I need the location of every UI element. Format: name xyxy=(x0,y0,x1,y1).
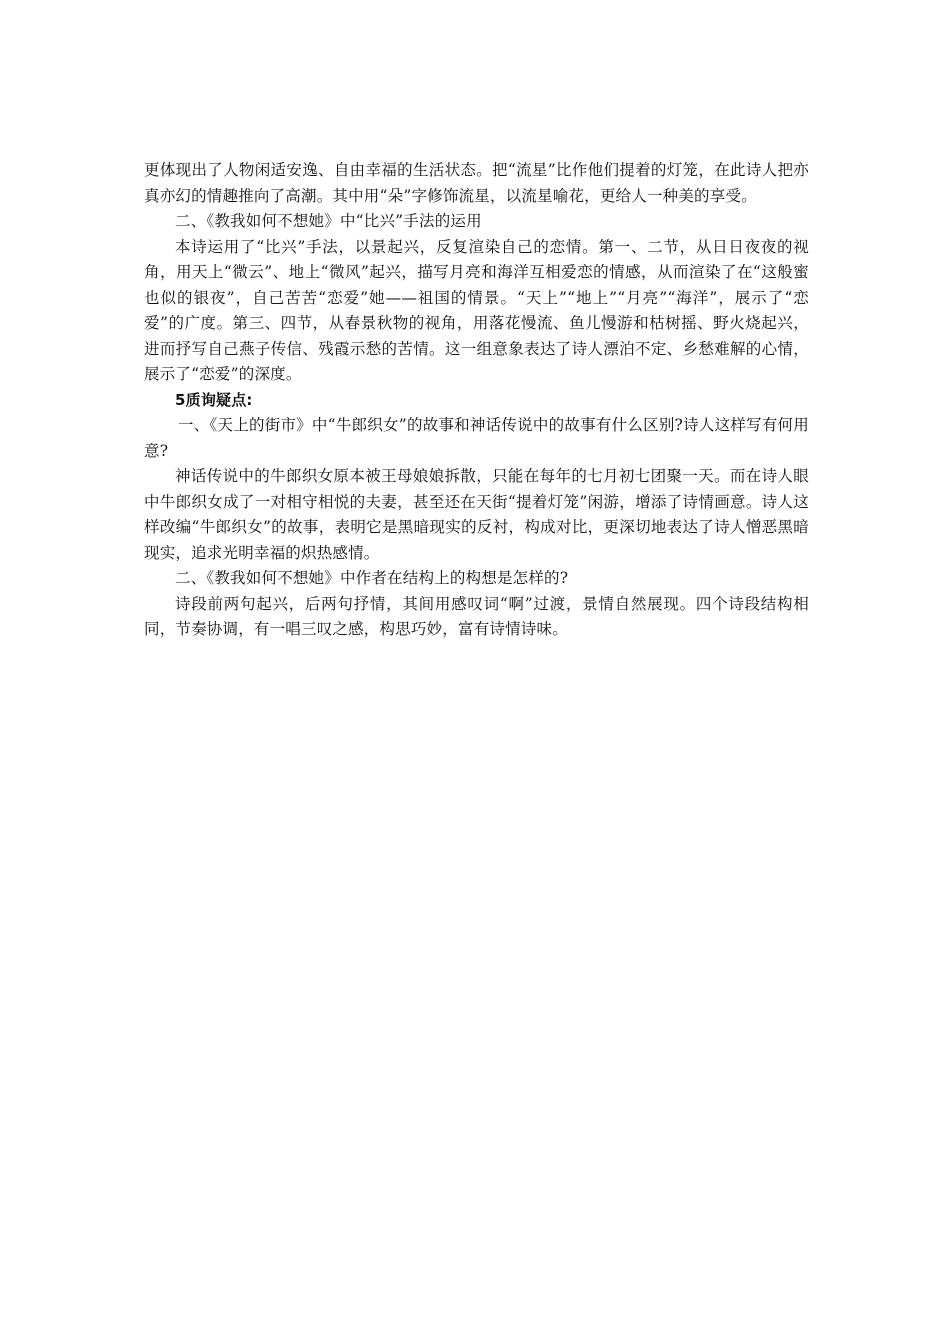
document-body xyxy=(144,158,809,643)
section-heading-bixing: 二、《教我如何不想她》中“比兴”手法的运用 xyxy=(175,212,482,230)
question-2: 二、《教我如何不想她》中作者在结构上的构想是怎样的? xyxy=(175,569,569,587)
question-1: 一、《天上的街市》中“牛郎织女”的故事和神话传说中的故事有什么区别?诗人这样写有何用意? xyxy=(144,416,809,460)
answer-2: 诗段前两句起兴，后两句抒情，其间用感叹词“啊”过渡，景情自然展现。四个诗段结构相同，节奏协调，有一唱三叹之感，构思巧妙，富有诗情诗味。 xyxy=(144,594,809,638)
answer-1: 神话传说中的牛郎织女原本被王母娘娘拆散，只能在每年的七月初七团聚一天。而在诗人眼中牛郎织女成了一对相守相悦的夫妻，甚至还在天街“提着灯笼”闲游，增添了诗情画意。诗人这样改编“牛郎织女”的故事，表明它是黑暗现实的反衬，构成对比，更深切地表达了诗人憎恶黑暗现实，追求光明幸福的炽热感情。 xyxy=(144,467,809,562)
section-heading-questions: 5质询疑点: xyxy=(175,390,253,409)
paragraph-bixing-analysis: 本诗运用了“比兴”手法，以景起兴，反复渲染自己的恋情。第一、二节，从日日夜夜的视角，用天上“微云”、地上“微风”起兴，描写月亮和海洋互相爱恋的情感，从而渲染了在“这般蜜也似的银夜”，自己苦苦“恋爱”她——祖国的情景。“天上”“地上”“月亮”“海洋”，展示了“恋爱”的广度。第三、四节，从春景秋物的视角，用落花慢流、鱼儿慢游和枯树摇、野火烧起兴，进而抒写自己燕子传信、残霞示愁的苦情。这一组意象表达了诗人漂泊不定、乡愁难解的心情，展示了“恋爱”的深度。 xyxy=(144,237,809,383)
paragraph-analysis-continued: 更体现出了人物闲适安逸、自由幸福的生活状态。把“流星”比作他们提着的灯笼，在此诗人把亦真亦幻的情趣推向了高潮。其中用“朵”字修饰流星，以流星喻花，更给人一种美的享受。 xyxy=(144,161,809,205)
